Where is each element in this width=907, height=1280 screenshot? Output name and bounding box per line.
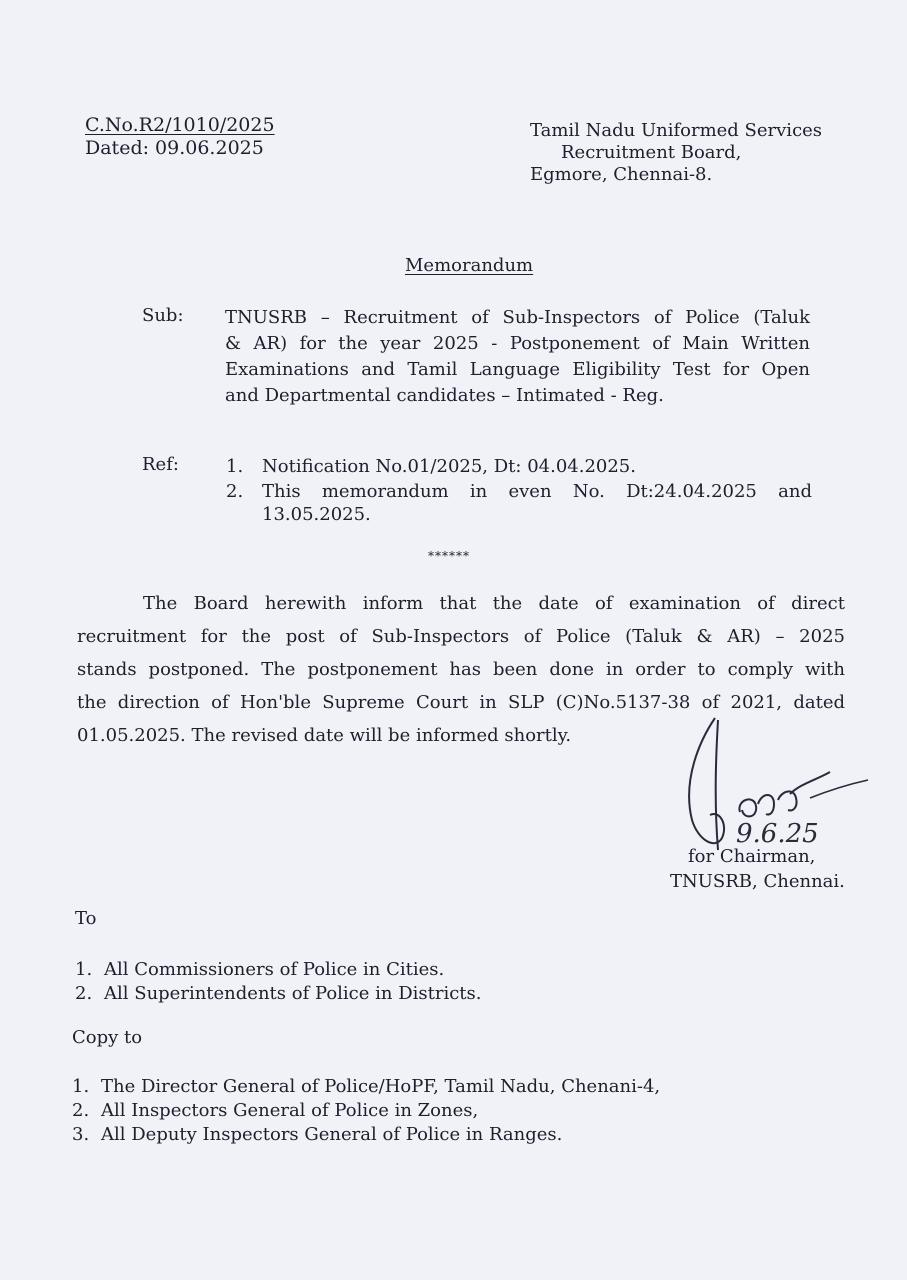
org-line-1: Tamil Nadu Uniformed Services bbox=[530, 120, 823, 141]
copy-text-1: The Director General of Police/HoPF, Tamil Nadu, Chenani-4, bbox=[101, 1076, 661, 1097]
subject-line: Examinations and Tamil Language Eligibility Test for Open bbox=[225, 359, 810, 380]
org-line-2: Recruitment Board, bbox=[561, 142, 742, 163]
copy-to-list bbox=[72, 1075, 660, 1146]
subject-text bbox=[225, 306, 810, 407]
body-line: The Board herewith inform that the date of examination of direct bbox=[143, 593, 845, 614]
ref-item-2-line: This memorandum in even No. Dt:24.04.2025 and bbox=[262, 481, 812, 502]
signature-org-line: TNUSRB, Chennai. bbox=[670, 871, 845, 892]
list-item bbox=[72, 1099, 660, 1122]
copy-to-label: Copy to bbox=[72, 1027, 143, 1048]
list-item bbox=[72, 1075, 660, 1098]
ref-item-1: Notification No.01/2025, Dt: 04.04.2025. bbox=[262, 456, 636, 477]
list-item bbox=[75, 958, 482, 981]
body-line: the direction of Hon'ble Supreme Court in SLP (C)No.5137-38 of 2021, dated bbox=[77, 692, 845, 713]
memorandum-title: Memorandum bbox=[405, 255, 534, 276]
to-num-1: 1. bbox=[75, 959, 93, 980]
body-line: recruitment for the post of Sub-Inspectors of Police (Taluk & AR) – 2025 bbox=[77, 626, 845, 647]
list-item bbox=[72, 1123, 660, 1146]
org-line-3: Egmore, Chennai-8. bbox=[530, 164, 713, 185]
copy-num-1: 1. bbox=[72, 1076, 90, 1097]
subject-label: Sub: bbox=[142, 305, 184, 326]
reference-number: C.No.R2/1010/2025 bbox=[85, 114, 275, 136]
signature-for-line: for Chairman, bbox=[688, 846, 816, 867]
ref-label: Ref: bbox=[142, 454, 179, 475]
to-text-1: All Commissioners of Police in Cities. bbox=[104, 959, 445, 980]
subject-line: & AR) for the year 2025 - Postponement of Main Written bbox=[225, 333, 810, 354]
to-text-2: All Superintendents of Police in Districts. bbox=[104, 983, 482, 1004]
signature-date: 9.6.25 bbox=[736, 819, 819, 849]
dated: Dated: 09.06.2025 bbox=[85, 137, 264, 159]
separator-stars: ****** bbox=[428, 549, 470, 563]
body-line: 01.05.2025. The revised date will be informed shortly. bbox=[77, 725, 572, 746]
copy-text-2: All Inspectors General of Police in Zones, bbox=[101, 1100, 479, 1121]
copy-text-3: All Deputy Inspectors General of Police in Ranges. bbox=[101, 1124, 563, 1145]
list-item bbox=[75, 982, 482, 1005]
subject-line: and Departmental candidates – Intimated - Reg. bbox=[225, 385, 664, 406]
ref-item-2 bbox=[262, 480, 812, 526]
to-list bbox=[75, 958, 482, 1005]
copy-num-2: 2. bbox=[72, 1100, 90, 1121]
to-num-2: 2. bbox=[75, 983, 93, 1004]
to-label: To bbox=[75, 908, 97, 929]
ref-num-1: 1. bbox=[226, 456, 244, 477]
subject-line: TNUSRB – Recruitment of Sub-Inspectors of Police (Taluk bbox=[225, 307, 810, 328]
ref-item-2-line: 13.05.2025. bbox=[262, 504, 371, 525]
body-line: stands postponed. The postponement has been done in order to comply with bbox=[77, 659, 845, 680]
copy-num-3: 3. bbox=[72, 1124, 90, 1145]
ref-num-2: 2. bbox=[226, 481, 244, 502]
